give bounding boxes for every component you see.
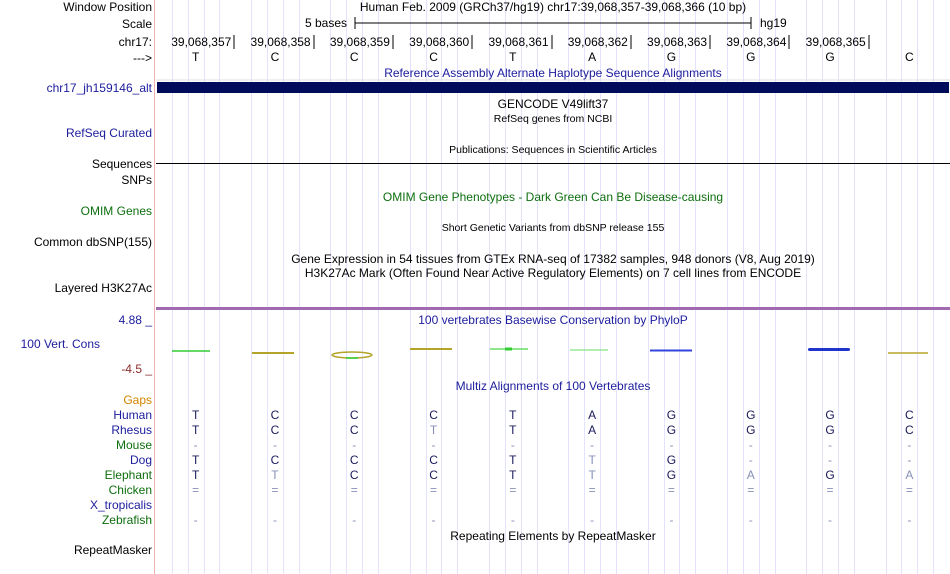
alignment-base: G <box>666 408 677 422</box>
alignment-base: T <box>271 468 279 482</box>
alignment-base: - <box>748 513 753 527</box>
alignment-base: T <box>588 453 596 467</box>
species-label[interactable]: Dog <box>129 453 152 467</box>
alignment-base: G <box>746 423 756 437</box>
alignment-base: A <box>746 468 755 482</box>
repeatmasker-title: Repeating Elements by RepeatMasker <box>450 529 656 543</box>
position-label: 39,068,363 <box>647 35 708 49</box>
reference-base: T <box>509 50 517 64</box>
window-position-label: Window Position <box>63 0 152 14</box>
alignment-base: - <box>748 438 753 452</box>
publications-title: Publications: Sequences in Scientific Articles <box>449 144 657 156</box>
alignment-base: - <box>352 438 357 452</box>
species-label[interactable]: Zebrafish <box>101 513 152 527</box>
alt-haplotype-title: Reference Assembly Alternate Haplotype Sequence Alignments <box>384 66 722 80</box>
alignment-base: - <box>828 438 833 452</box>
alignment-base: G <box>666 468 677 482</box>
h3k27ac-label[interactable]: Layered H3K27Ac <box>54 281 152 295</box>
window-position-value: Human Feb. 2009 (GRCh37/hg19) chr17:39,068,357-39,068,366 (10 bp) <box>359 0 747 14</box>
alignment-base: C <box>429 468 438 482</box>
position-label: 39,068,357 <box>171 35 232 49</box>
alignment-base: - <box>272 438 277 452</box>
alignment-base: - <box>193 513 198 527</box>
alignment-base: - <box>431 513 436 527</box>
species-label[interactable]: Mouse <box>115 438 152 452</box>
position-label: 39,068,358 <box>250 35 311 49</box>
alignment-base: - <box>590 438 595 452</box>
gaps-label: Gaps <box>123 393 152 407</box>
alignment-base: = <box>826 483 834 497</box>
alignment-base: - <box>907 453 912 467</box>
phylop-wiggle <box>172 348 928 359</box>
reference-base: G <box>825 50 835 64</box>
dbsnp-title: Short Genetic Variants from dbSNP release 155 <box>441 222 665 234</box>
alignment-base: = <box>667 483 675 497</box>
alt-haplotype-bar <box>157 82 949 93</box>
h3k27ac-divider <box>156 307 950 310</box>
assembly-label: hg19 <box>760 16 787 30</box>
alignment-base: G <box>825 408 835 422</box>
species-label[interactable]: X_tropicalis <box>89 498 152 512</box>
alignment-base: T <box>509 408 517 422</box>
alignment-base: C <box>349 408 359 422</box>
alignment-base: = <box>350 483 358 497</box>
alignment-base: - <box>510 513 515 527</box>
alignment-base: C <box>349 468 359 482</box>
species-label[interactable]: Chicken <box>108 483 152 497</box>
h3k27ac-title: H3K27Ac Mark (Often Found Near Active Regulatory Elements) on 7 cell lines from ENCODE <box>304 266 802 280</box>
alignment-base: C <box>429 408 438 422</box>
alignment-base: G <box>746 408 756 422</box>
position-label: 39,068,362 <box>567 35 628 49</box>
reference-base: C <box>905 50 914 64</box>
reference-base: C <box>429 50 438 64</box>
alignment-base: T <box>191 408 200 422</box>
scale-label: Scale <box>121 17 152 31</box>
alignment-base: C <box>270 423 280 437</box>
reference-base: C <box>270 50 280 64</box>
alignment-base: C <box>905 423 914 437</box>
phylop-title: 100 vertebrates Basewise Conservation by PhyloP <box>418 313 688 327</box>
alignment-base: = <box>509 483 517 497</box>
alignment-base: C <box>270 408 280 422</box>
phylop-max-label: 4.88 _ <box>118 313 152 327</box>
alignment-base: - <box>828 453 833 467</box>
phylop-mark <box>505 348 512 351</box>
alignment-base: A <box>588 408 597 422</box>
phylop-mark <box>808 348 850 351</box>
reference-base: C <box>349 50 359 64</box>
alignment-base: T <box>191 423 200 437</box>
gtex-title: Gene Expression in 54 tissues from GTEx RNA-seq of 17382 samples, 948 donors (V8, Aug 2019) <box>291 252 815 266</box>
alignment-base: T <box>191 468 200 482</box>
alignment-base: - <box>669 513 674 527</box>
alignment-base: = <box>271 483 279 497</box>
omim-title: OMIM Gene Phenotypes - Dark Green Can Be Disease-causing <box>382 190 724 204</box>
label-panel-divider <box>154 0 155 574</box>
sequences-label[interactable]: Sequences <box>91 157 152 171</box>
omim-label[interactable]: OMIM Genes <box>80 204 152 218</box>
reference-base: A <box>588 50 597 64</box>
alignment-base: C <box>349 453 359 467</box>
phylop-mark <box>332 352 372 358</box>
position-label: 39,068,361 <box>488 35 549 49</box>
alignment-base: C <box>270 453 280 467</box>
alignment-base: T <box>509 468 517 482</box>
alignment-base: T <box>191 453 200 467</box>
alignment-base: = <box>430 483 438 497</box>
alignment-base: = <box>905 483 913 497</box>
alignment-base: - <box>590 513 595 527</box>
repeatmasker-label[interactable]: RepeatMasker <box>73 543 152 557</box>
alignment-base: = <box>192 483 200 497</box>
alignment-base: T <box>509 423 517 437</box>
alignment-base: = <box>747 483 755 497</box>
alignment-base: T <box>429 423 438 437</box>
alignment-base: G <box>666 423 677 437</box>
alignment-base: G <box>825 423 835 437</box>
snps-label[interactable]: SNPs <box>121 173 152 187</box>
alignment-base: C <box>429 453 438 467</box>
dbsnp-label[interactable]: Common dbSNP(155) <box>33 235 152 249</box>
scale-bases-label: 5 bases <box>305 16 348 30</box>
refseq-label[interactable]: RefSeq Curated <box>65 126 152 140</box>
alignment-base: - <box>907 513 912 527</box>
position-label: 39,068,364 <box>726 35 787 49</box>
strand-label: ---> <box>133 51 152 65</box>
alignment-base: - <box>510 438 515 452</box>
alignment-base: - <box>352 513 357 527</box>
position-label: 39,068,359 <box>329 35 390 49</box>
multiz-title: Multiz Alignments of 100 Vertebrates <box>455 379 651 393</box>
alignment-base: G <box>666 453 677 467</box>
gencode-title: GENCODE V49lift37 <box>497 97 609 111</box>
alignment-base: - <box>828 513 833 527</box>
chromosome-label: chr17: <box>118 35 152 49</box>
reference-base: G <box>746 50 756 64</box>
phylop-label[interactable]: 100 Vert. Cons <box>20 337 100 351</box>
species-label[interactable]: Elephant <box>104 468 152 482</box>
alignment-base: - <box>431 438 436 452</box>
alignment-base: - <box>669 438 674 452</box>
position-label: 39,068,360 <box>409 35 470 49</box>
refseq-title: RefSeq genes from NCBI <box>493 113 613 125</box>
species-label[interactable]: Human <box>113 408 152 422</box>
alignment-base: T <box>509 453 517 467</box>
alignment-base: = <box>588 483 596 497</box>
alignment-base: - <box>748 453 753 467</box>
alignment-base: C <box>905 408 914 422</box>
alignment-base: C <box>349 423 359 437</box>
alignment-base: T <box>588 468 596 482</box>
alignment-base: G <box>825 468 835 482</box>
alignment-base: A <box>905 468 914 482</box>
alignment-base: A <box>588 423 597 437</box>
species-label[interactable]: Rhesus <box>111 423 152 437</box>
phylop-min-label: -4.5 _ <box>121 362 152 376</box>
alignment-base: - <box>907 438 912 452</box>
reference-base: G <box>666 50 677 64</box>
alt-haplotype-label[interactable]: chr17_jh159146_alt <box>46 81 152 95</box>
alignment-base: - <box>193 438 198 452</box>
alignment-base: - <box>272 513 277 527</box>
reference-base: T <box>191 50 200 64</box>
position-label: 39,068,365 <box>805 35 866 49</box>
